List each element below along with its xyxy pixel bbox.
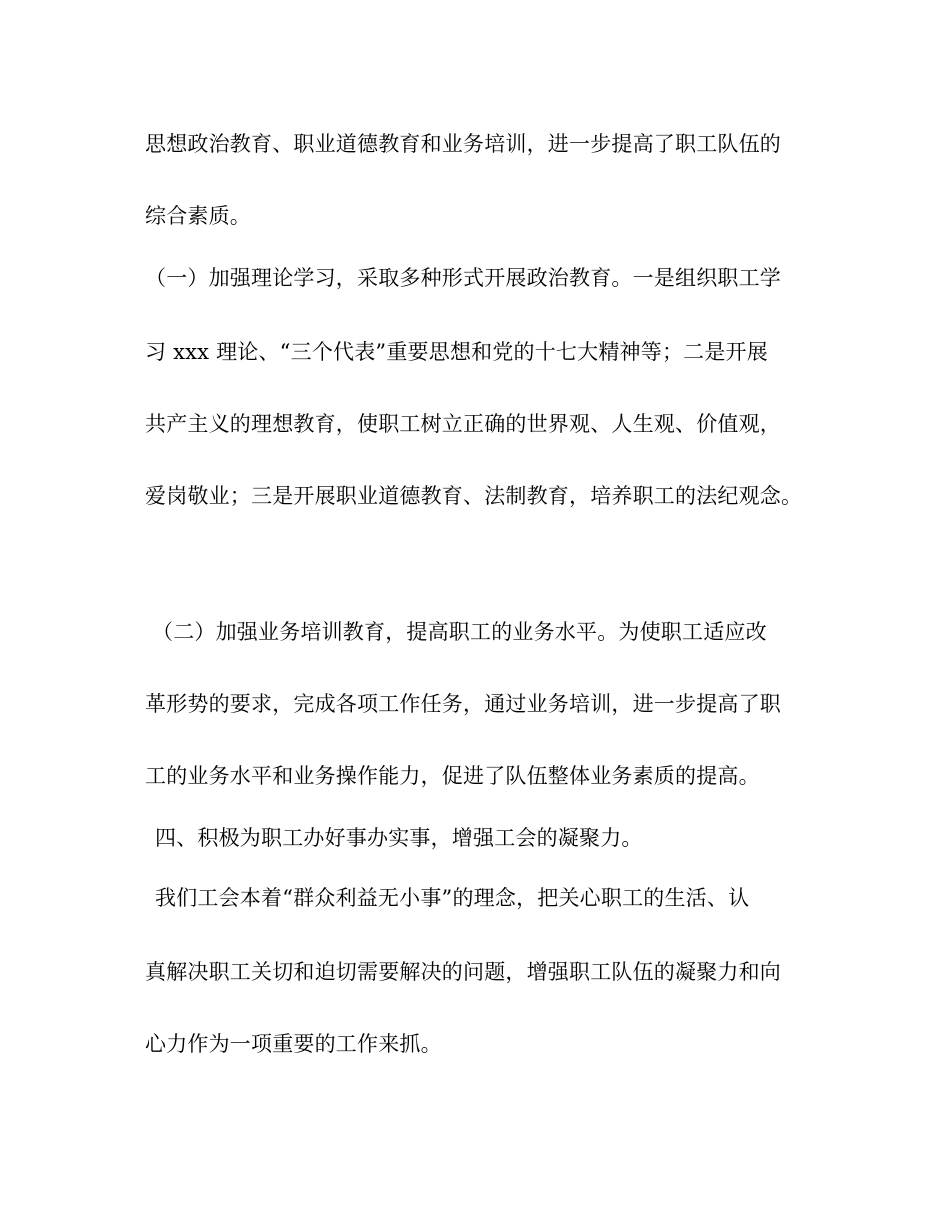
text-line: 共产主义的理想教育，使职工树立正确的世界观、人生观、价值观， (145, 412, 781, 436)
text-line: 思想政治教育、职业道德教育和业务培训，进一步提高了职工队伍的 (145, 132, 781, 156)
text-line: 综合素质。 (145, 204, 251, 228)
text-line: 心力作为一项重要的工作来抓。 (145, 1032, 442, 1056)
text-line: （一）加强理论学习，采取多种形式开展政治教育。一是组织职工学 (145, 266, 781, 290)
section-heading: 四、积极为职工办好事办实事，增强工会的凝聚力。 (155, 826, 643, 850)
text-line: 习 xxx 理论、“三个代表”重要思想和党的十七大精神等；二是开展 (145, 340, 768, 364)
text-line: 我们工会本着“群众利益无小事”的理念，把关心职工的生活、认 (155, 886, 750, 910)
text-line: 革形势的要求，完成各项工作任务，通过业务培训，进一步提高了职 (145, 692, 781, 716)
text-line: 工的业务水平和业务操作能力，促进了队伍整体业务素质的提高。 (145, 764, 760, 788)
text-line: 爱岗敬业；三是开展职业道德教育、法制教育，培养职工的法纪观念。 (145, 484, 803, 508)
text-line: （二）加强业务培训教育，提高职工的业务水平。为使职工适应改 (152, 620, 767, 644)
text-line: 真解决职工关切和迫切需要解决的问题，增强职工队伍的凝聚力和向 (145, 960, 781, 984)
